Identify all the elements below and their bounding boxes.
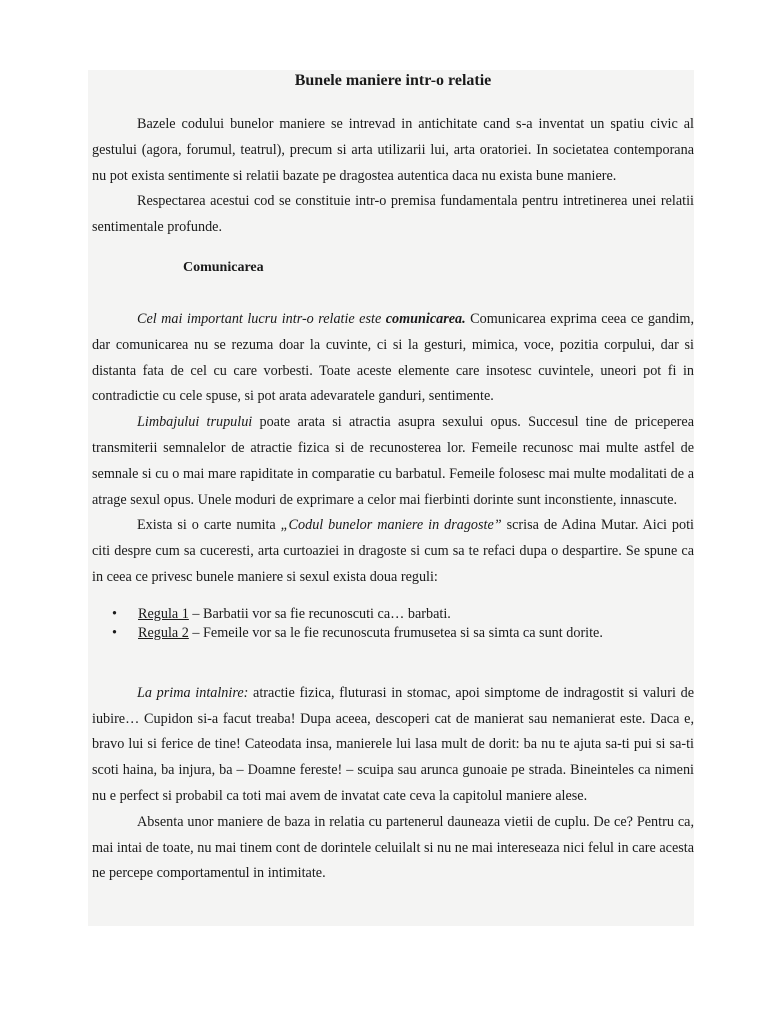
rule-text: – Femeile vor sa le fie recunoscuta frumusetea si sa simta ca sunt dorite. — [188, 624, 603, 641]
section-heading: Comunicarea — [183, 259, 264, 275]
list-item — [112, 624, 694, 643]
book-rest-text: scrisa de Adina Mutar. Aici poti citi despre cum sa cuceresti, arta curtoaziei in dragoste si cum sa te refaci dupa o despartire. Se spune ca in ceea ce privesc bunele maniere si sexul exista doua reguli: — [92, 517, 694, 585]
list-item — [112, 605, 694, 624]
comm-bold-italic-text: comunicarea. — [385, 310, 466, 327]
spacer — [92, 643, 694, 681]
spacer — [92, 591, 694, 605]
bullet-icon: • — [112, 605, 117, 622]
meeting-rest-text: atractie fizica, fluturasi in stomac, apoi simptome de indragostit si valuri de iubire… Cupidon si-a facut treaba! Dupa aceea, descoperi cat de manierat sau nemanierat este. Daca e, bravo lui si ferice de tine! Cateodata insa, manierele lui lasa mult de dorit: ba nu te ajuta sa-ti pui si sa-ti scoti haina, ba injura, ba – Doamne fereste! – scuipa sau arunca gunoaie pe strada. Bineinteles ca nimeni nu e perfect si probabil ca toti mai avem de invatat cate ceva la capitolul maniere alese. — [92, 684, 694, 804]
book-start-text: Exista si o carte numita — [137, 517, 281, 534]
first-meeting-paragraph — [92, 681, 694, 810]
document-title: Bunele maniere intr-o relatie — [294, 72, 492, 89]
rule-text: – Barbatii vor sa fie recunoscuti ca… barbati. — [188, 605, 451, 622]
document-body — [92, 70, 694, 887]
meeting-italic-text: La prima intalnire: — [137, 684, 249, 701]
communication-paragraph — [92, 307, 694, 410]
rule-label: Regula 1 — [138, 605, 189, 622]
comm-italic-text: Cel mai important lucru intr-o relatie este — [137, 310, 386, 327]
book-paragraph — [92, 513, 694, 590]
final-paragraph: Absenta unor maniere de baza in relatia cu partenerul dauneaza vietii de cuplu. De ce? Pentru ca, mai intai de toate, nu mai tinem cont de dorintele celuilalt si nu ne mai intereseaza nici felul in care acesta ne percepe comportamentul in intimitate. — [92, 813, 694, 882]
body-italic-text: Limbajului trupului — [137, 414, 253, 431]
intro-paragraph-1: Bazele codului bunelor maniere se intrevad in antichitate cand s-a inventat un spatiu civic al gestului (agora, forumul, teatrul), precum si arta utilizarii lui, arta oratoriei. In societatea contemporana nu pot exista sentimente si relatii bazate pe dragostea autentica daca nu exista bune maniere. — [92, 116, 694, 184]
comm-rest-text: Comunicarea exprima ceea ce gandim, dar comunicarea nu se rezuma doar la cuvinte, ci si la gesturi, mimica, voce, pozitia corpului, dar si distanta fata de cel cu care vorbesti. Toate aceste elemente care insotesc cuvintele, uneori pot fi in contradictie cu cele spuse, si pot arata adevaratele ganduri, sentimente. — [92, 310, 694, 405]
rule-label: Regula 2 — [138, 624, 189, 641]
rules-list — [92, 605, 694, 643]
intro-paragraph-2: Respectarea acestui cod se constituie intr-o premisa fundamentala pentru intretinerea unei relatii sentimentale profunde. — [92, 193, 694, 236]
body-language-paragraph — [92, 410, 694, 513]
spacer — [92, 281, 694, 307]
body-rest-text: poate arata si atractia asupra sexului opus. Succesul tine de priceperea transmiterii semnalelor de atractie fizica si de recunosterea lor. Femeile recunosc mai multe astfel de semnale si cu o mai mare rapiditate in comparatie cu barbatul. Femeile folosesc mai multe modalitati de a atrage sexul opus. Unele moduri de exprimare a celor mai fierbinti dorinte sunt inconstiente, innascute. — [92, 414, 694, 508]
spacer — [92, 241, 694, 255]
bullet-icon: • — [112, 624, 117, 641]
book-title-text: „Codul bunelor maniere in dragoste” — [280, 517, 502, 534]
